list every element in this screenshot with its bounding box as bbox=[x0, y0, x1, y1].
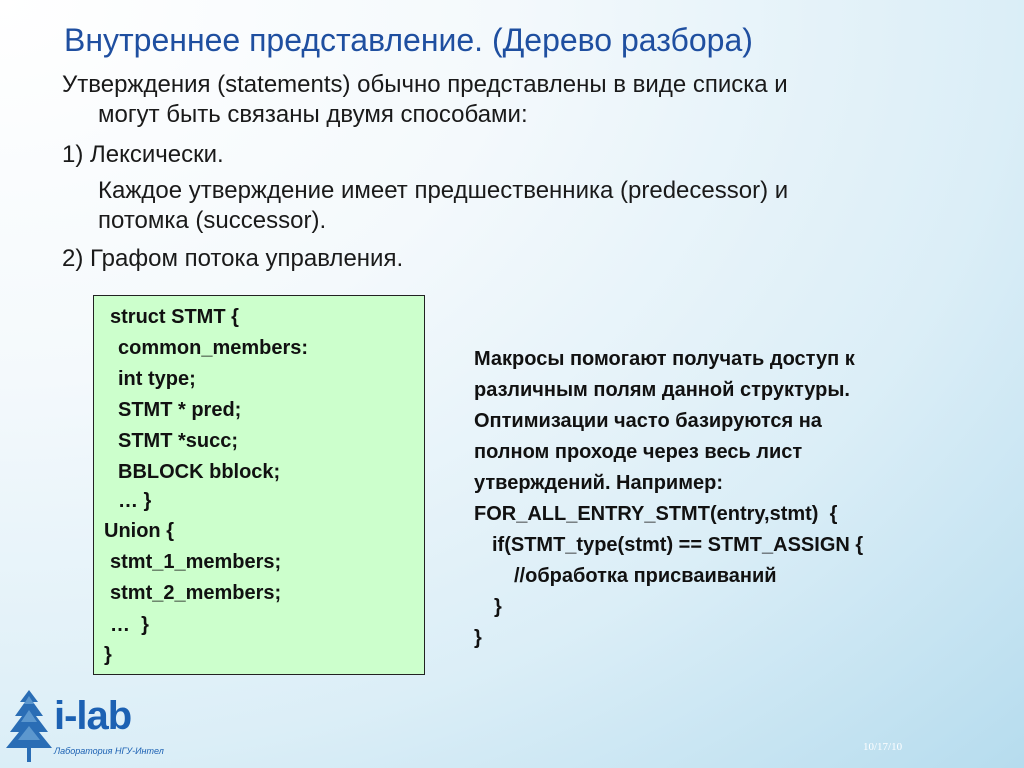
code-line: } bbox=[104, 644, 112, 666]
intro-paragraph bbox=[62, 70, 962, 130]
note-line: Оптимизации часто базируются на bbox=[474, 410, 822, 432]
code-line: STMT *succ; bbox=[118, 430, 239, 452]
code-line: STMT * pred; bbox=[118, 399, 242, 421]
note-line: } bbox=[494, 596, 502, 618]
code-line: Union { bbox=[104, 520, 174, 542]
slide-title: Внутреннее представление. (Дерево разбора) bbox=[64, 22, 753, 58]
code-line: struct STMT { bbox=[110, 306, 239, 328]
note-line: Макросы помогают получать доступ к bbox=[474, 348, 855, 370]
slide-date: 10/17/10 bbox=[863, 741, 903, 753]
code-line: stmt_2_members; bbox=[110, 582, 282, 604]
logo-text: i-lab bbox=[54, 694, 132, 738]
note-line: } bbox=[474, 627, 482, 649]
code-line: … } bbox=[110, 614, 149, 636]
intro-line-1: Утверждения (statements) обычно представлены в виде списка и bbox=[62, 71, 788, 98]
list-item-2: 2) Графом потока управления. bbox=[62, 245, 404, 272]
code-line: common_members: bbox=[118, 337, 309, 359]
code-line: int type; bbox=[118, 368, 196, 390]
list-item-1-detail bbox=[98, 176, 978, 236]
detail-line-1: Каждое утверждение имеет предшественника (predecessor) и bbox=[98, 177, 789, 204]
code-line: stmt_1_members; bbox=[110, 551, 282, 573]
ilab-logo bbox=[2, 688, 172, 763]
detail-line-2: потомка (successor). bbox=[98, 207, 327, 234]
note-line: утверждений. Например: bbox=[474, 472, 724, 494]
logo-subtitle: Лаборатория НГУ-Интел bbox=[54, 746, 164, 756]
note-line: if(STMT_type(stmt) == STMT_ASSIGN { bbox=[492, 534, 864, 556]
note-line: FOR_ALL_ENTRY_STMT(entry,stmt) { bbox=[474, 503, 838, 525]
code-line: … } bbox=[118, 490, 152, 512]
list-item-1: 1) Лексически. bbox=[62, 141, 224, 168]
note-line: //обработка присваиваний bbox=[514, 565, 777, 587]
note-line: различным полям данной структуры. bbox=[474, 379, 850, 401]
note-line: полном проходе через весь лист bbox=[474, 441, 803, 463]
tree-icon bbox=[2, 688, 56, 763]
intro-line-2: могут быть связаны двумя способами: bbox=[98, 101, 528, 128]
code-line: BBLOCK bblock; bbox=[118, 461, 281, 483]
